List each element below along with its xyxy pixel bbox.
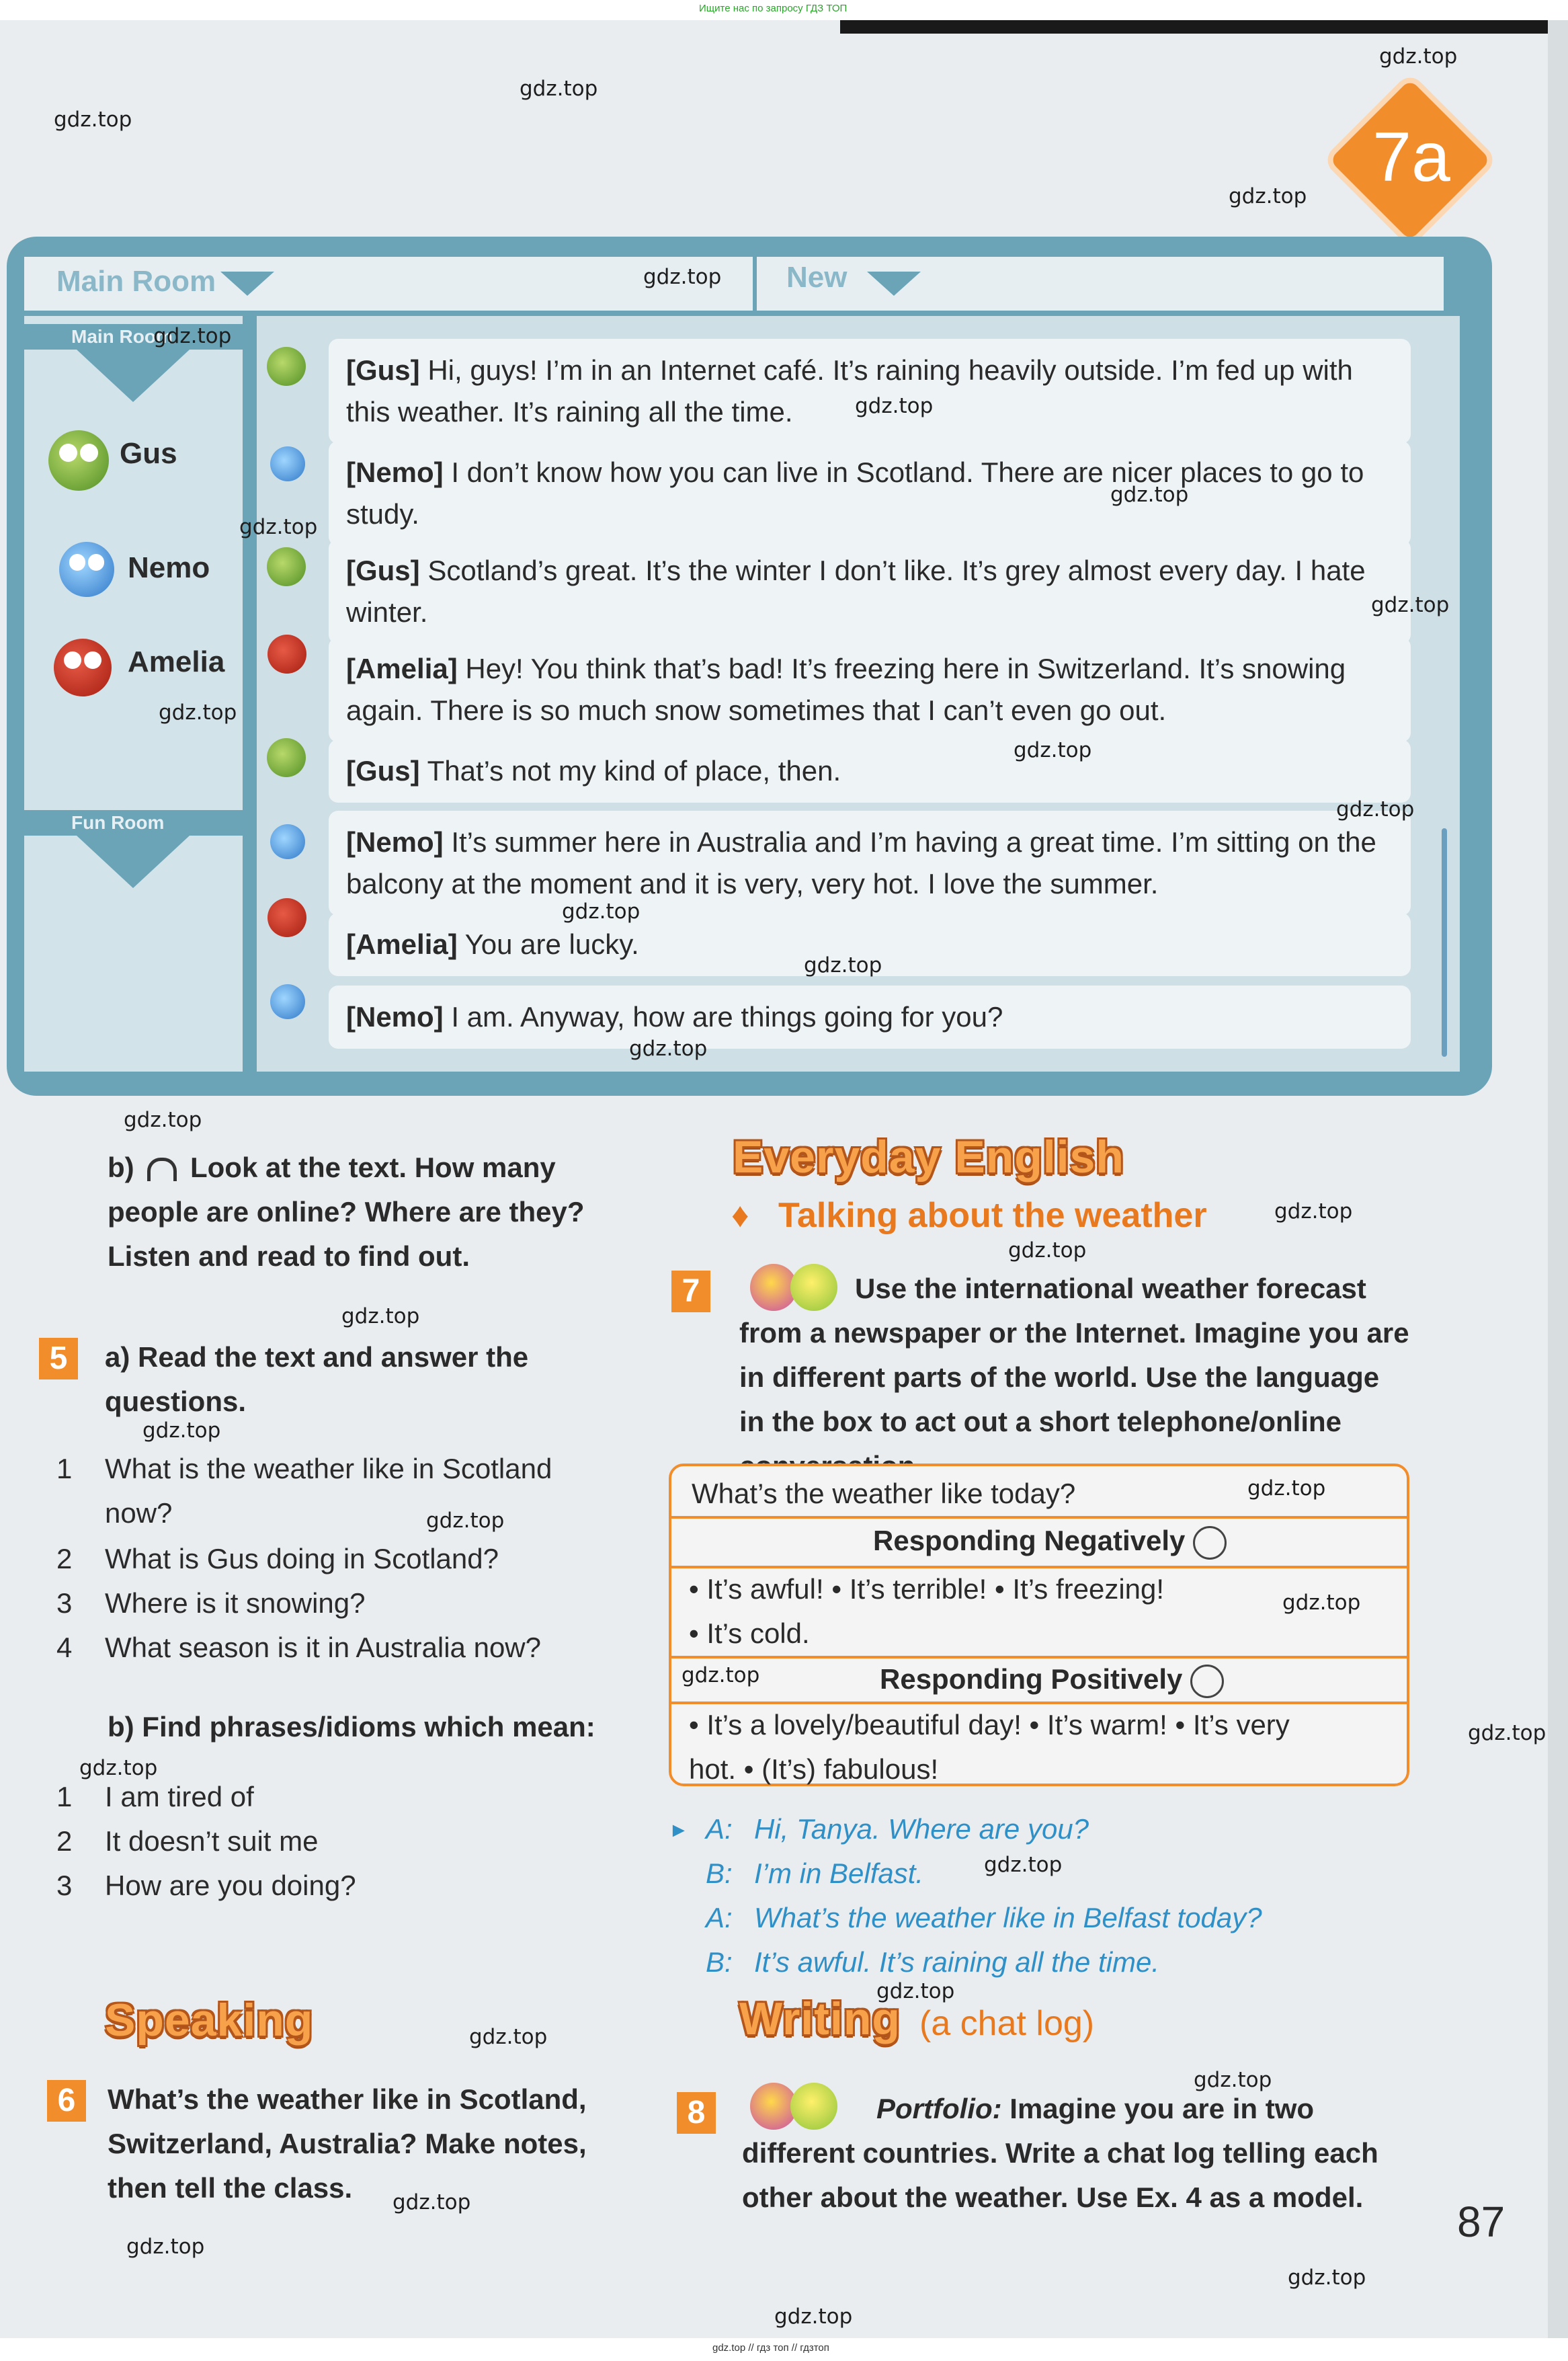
gus-avatar-icon bbox=[267, 347, 306, 386]
positive-title: Responding Positively bbox=[880, 1657, 1224, 1702]
watermark: gdz.top bbox=[876, 1979, 955, 2003]
chevron-down-icon[interactable] bbox=[77, 836, 190, 888]
headphones-icon bbox=[147, 1158, 177, 1181]
speaking-heading: Speaking bbox=[105, 1995, 314, 2046]
phrase-text: It doesn’t suit me bbox=[105, 1825, 319, 1857]
watermark: gdz.top bbox=[426, 1509, 505, 1533]
nemo-avatar-icon bbox=[59, 542, 114, 597]
watermark: gdz.top bbox=[855, 394, 934, 418]
gus-avatar-icon bbox=[267, 738, 306, 777]
watermark: gdz.top bbox=[142, 1418, 221, 1443]
sidebar-main-room[interactable]: Main Room bbox=[24, 324, 243, 350]
header-divider bbox=[753, 257, 757, 311]
phrase-number: 3 bbox=[56, 1870, 73, 1901]
question-number: 4 bbox=[56, 1632, 73, 1663]
phrase-text: How are you doing? bbox=[105, 1870, 356, 1901]
phrase-number: 2 bbox=[56, 1825, 73, 1857]
chat-sidebar bbox=[24, 316, 243, 1072]
top-strip-text: Ищите нас по запросу ГДЗ ТОП bbox=[699, 3, 848, 14]
chat-scrollbar[interactable] bbox=[1442, 828, 1447, 1057]
dialogue-line: It’s awful. It’s raining all the time. bbox=[754, 1946, 1160, 1978]
user-nemo[interactable]: Nemo bbox=[128, 551, 210, 584]
page-edge bbox=[1548, 20, 1568, 2339]
watermark: gdz.top bbox=[629, 1037, 708, 1061]
exercise-5b: b) Find phrases/idioms which mean: bbox=[108, 1711, 595, 1743]
watermark: gdz.top bbox=[520, 77, 598, 101]
message-nemo: [Nemo] I am. Anyway, how are things going for you? bbox=[329, 986, 1411, 1049]
watermark: gdz.top bbox=[1468, 1721, 1546, 1745]
exercise-7-number: 7 bbox=[671, 1271, 710, 1312]
watermark: gdz.top bbox=[1336, 797, 1415, 822]
sidebar-fun-room[interactable]: Fun Room bbox=[24, 810, 243, 836]
unit-badge-label: 7a bbox=[1372, 118, 1450, 196]
box-question: What’s the weather like today? bbox=[692, 1478, 1076, 1509]
watermark: gdz.top bbox=[393, 2190, 471, 2214]
writing-heading: Writing bbox=[739, 1993, 901, 2044]
room-selector-new[interactable]: New bbox=[786, 261, 848, 294]
watermark: gdz.top bbox=[1014, 738, 1092, 762]
dialogue-speaker: B: bbox=[706, 1857, 733, 1889]
watermark: gdz.top bbox=[562, 899, 641, 924]
dialogue-line: Hi, Tanya. Where are you? bbox=[754, 1813, 1089, 1845]
exercise-4b: b) Look at the text. How many people are online? Where are they? Listen and read to find out. bbox=[108, 1152, 585, 1272]
exercise-6-text: What’s the weather like in Scotland, Switzerland, Australia? Make notes, then tell the class. bbox=[108, 2083, 587, 2204]
room-selector-main[interactable]: Main Room bbox=[56, 265, 216, 298]
exercise-8-number: 8 bbox=[677, 2092, 716, 2134]
writing-subheading: (a chat log) bbox=[919, 2004, 1095, 2043]
everyday-english-heading: Everyday English bbox=[733, 1131, 1124, 1183]
watermark: gdz.top bbox=[682, 1663, 760, 1687]
watermark: gdz.top bbox=[54, 108, 132, 132]
exercise-8-text: Portfolio: Imagine you are in two different countries. Write a chat log telling each other about the weather. Use Ex. 4 as a model. bbox=[742, 2093, 1378, 2213]
watermark: gdz.top bbox=[126, 2235, 205, 2259]
watermark: gdz.top bbox=[239, 515, 318, 539]
watermark: gdz.top bbox=[469, 2025, 548, 2049]
play-arrow-icon: ► bbox=[669, 1819, 689, 1841]
watermark: gdz.top bbox=[804, 953, 882, 977]
sad-face-icon bbox=[1193, 1526, 1227, 1560]
question-number: 3 bbox=[56, 1587, 73, 1619]
bullet-icon: ♦ bbox=[731, 1196, 749, 1235]
dialogue-speaker: A: bbox=[706, 1813, 733, 1845]
watermark: gdz.top bbox=[1008, 1238, 1087, 1263]
message-amelia: [Amelia] You are lucky. bbox=[329, 913, 1411, 976]
question-text: What season is it in Australia now? bbox=[105, 1632, 541, 1663]
question-text: What is Gus doing in Scotland? bbox=[105, 1543, 499, 1574]
smiley-face-icon bbox=[1190, 1665, 1224, 1698]
watermark: gdz.top bbox=[984, 1853, 1063, 1877]
message-nemo: [Nemo] I don’t know how you can live in Scotland. There are nicer places to go to study. bbox=[329, 441, 1411, 546]
page-number: 87 bbox=[1457, 2198, 1505, 2246]
watermark: gdz.top bbox=[1371, 593, 1450, 617]
watermark: gdz.top bbox=[1110, 483, 1189, 507]
positive-phrases: hot. • (It’s) fabulous! bbox=[689, 1753, 939, 1785]
nemo-avatar-icon bbox=[270, 984, 305, 1019]
nemo-avatar-icon bbox=[270, 824, 305, 859]
message-gus: [Gus] Hi, guys! I’m in an Internet café. It’s raining heavily outside. I’m fed up with this weather. It’s raining all the time. bbox=[329, 339, 1411, 444]
bottom-strip-text: gdz.top // гдз топ // гдзтоп bbox=[712, 2342, 829, 2354]
amelia-avatar-icon bbox=[267, 898, 306, 937]
positive-phrases: • It’s a lovely/beautiful day! • It’s warm! • It’s very bbox=[689, 1709, 1290, 1740]
chevron-down-icon[interactable] bbox=[77, 350, 190, 402]
dialogue-speaker: A: bbox=[706, 1902, 733, 1933]
watermark: gdz.top bbox=[1247, 1476, 1326, 1500]
negative-phrases: • It’s cold. bbox=[689, 1617, 810, 1649]
nemo-avatar-icon bbox=[270, 446, 305, 481]
watermark: gdz.top bbox=[1379, 44, 1458, 69]
amelia-avatar-icon bbox=[54, 639, 112, 696]
watermark: gdz.top bbox=[1282, 1591, 1361, 1615]
watermark: gdz.top bbox=[79, 1756, 158, 1780]
watermark: gdz.top bbox=[643, 265, 722, 289]
watermark: gdz.top bbox=[774, 2305, 853, 2329]
amelia-avatar-icon bbox=[267, 635, 306, 674]
message-gus: [Gus] That’s not my kind of place, then. bbox=[329, 739, 1411, 803]
question-text: What is the weather like in Scotland now? bbox=[105, 1453, 552, 1529]
dialogue-line: I’m in Belfast. bbox=[754, 1857, 924, 1889]
watermark: gdz.top bbox=[159, 701, 237, 725]
top-dark-bar bbox=[840, 20, 1559, 34]
question-number: 1 bbox=[56, 1453, 73, 1484]
watermark: gdz.top bbox=[1288, 2266, 1366, 2290]
watermark: gdz.top bbox=[153, 324, 232, 348]
negative-title: Responding Negatively bbox=[873, 1519, 1227, 1563]
watermark: gdz.top bbox=[1274, 1199, 1353, 1224]
negative-phrases: • It’s awful! • It’s terrible! • It’s freezing! bbox=[689, 1573, 1165, 1605]
watermark: gdz.top bbox=[1229, 184, 1307, 208]
gus-avatar-icon bbox=[48, 430, 109, 491]
message-gus: [Gus] Scotland’s great. It’s the winter I don’t like. It’s grey almost every day. I hate winter. bbox=[329, 539, 1411, 644]
dialogue-speaker: B: bbox=[706, 1946, 733, 1978]
exercise-7-text: Use the international weather forecast from a newspaper or the Internet. Imagine you are in different parts of the world. Use the language in the box to act out a short telephone/online bbox=[739, 1273, 1409, 1437]
exercise-5-number: 5 bbox=[39, 1338, 78, 1379]
watermark: gdz.top bbox=[341, 1304, 420, 1328]
user-amelia[interactable]: Amelia bbox=[128, 645, 225, 678]
question-number: 2 bbox=[56, 1543, 73, 1574]
chevron-down-icon[interactable] bbox=[220, 272, 274, 296]
chevron-down-icon[interactable] bbox=[867, 272, 921, 296]
exercise-5a: a) Read the text and answer the questions. bbox=[105, 1341, 529, 1417]
weather-subheading: Talking about the weather bbox=[778, 1196, 1207, 1235]
message-nemo: [Nemo] It’s summer here in Australia and I’m having a great time. I’m sitting on the balcony at the moment and it is very, very hot. I love the summer. bbox=[329, 811, 1411, 916]
user-gus[interactable]: Gus bbox=[120, 437, 177, 470]
question-text: Where is it snowing? bbox=[105, 1587, 366, 1619]
exercise-6-number: 6 bbox=[47, 2080, 86, 2122]
dialogue-line: What’s the weather like in Belfast today? bbox=[754, 1902, 1262, 1933]
watermark: gdz.top bbox=[1194, 2068, 1272, 2092]
phrase-number: 1 bbox=[56, 1781, 73, 1812]
phrase-text: I am tired of bbox=[105, 1781, 254, 1812]
language-box bbox=[669, 1464, 1409, 1786]
gus-avatar-icon bbox=[267, 547, 306, 586]
watermark: gdz.top bbox=[124, 1108, 202, 1132]
message-amelia: [Amelia] Hey! You think that’s bad! It’s freezing here in Switzerland. It’s snowing again. There is so much snow sometimes that I can’t even go out. bbox=[329, 637, 1411, 742]
